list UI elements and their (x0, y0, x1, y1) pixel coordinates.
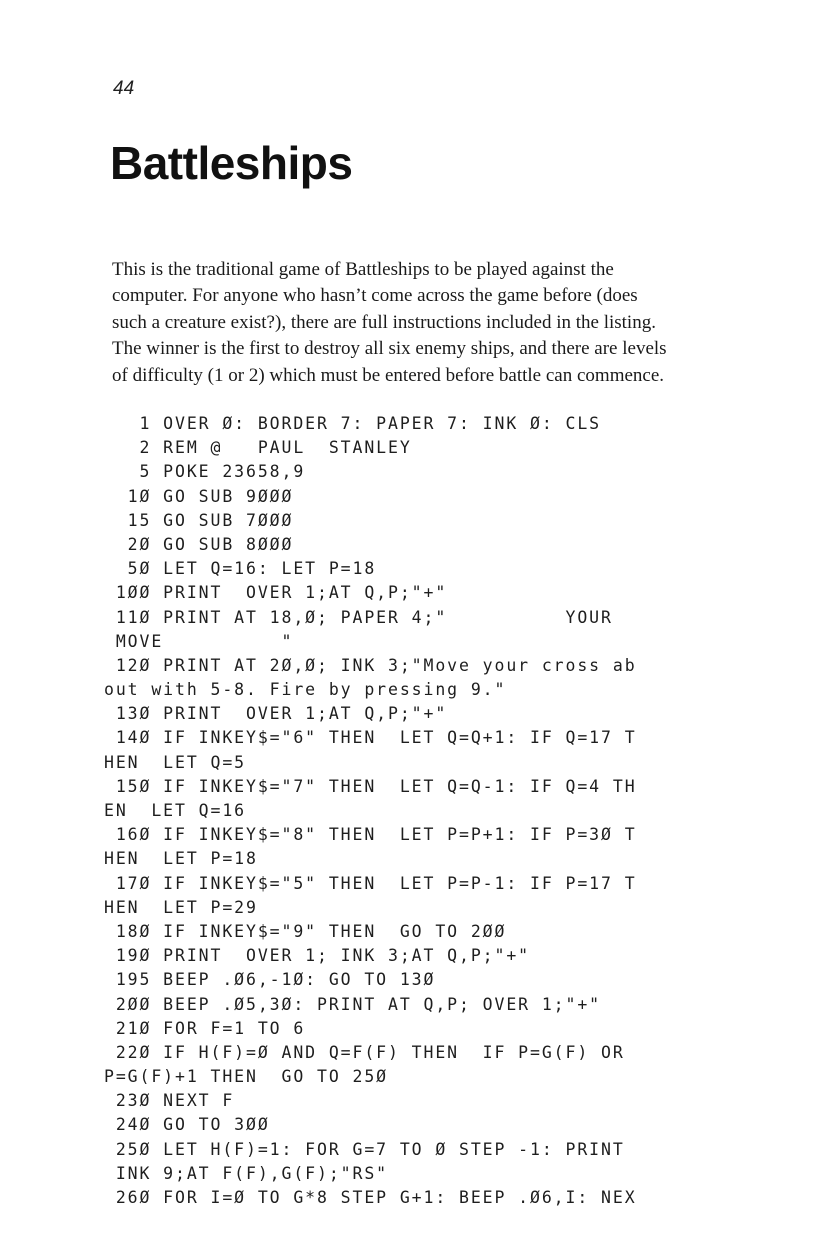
code-line: 13Ø PRINT OVER 1;AT Q,P;"+" (104, 704, 448, 724)
code-line: 24Ø GO TO 3ØØ (104, 1115, 270, 1135)
code-line: 14Ø IF INKEY$="6" THEN LET Q=Q+1: IF Q=17 T (104, 728, 637, 748)
code-line: 18Ø IF INKEY$="9" THEN GO TO 2ØØ (104, 921, 507, 941)
code-line: 1 OVER Ø: BORDER 7: PAPER 7: INK Ø: CLS (104, 414, 602, 433)
code-line: 195 BEEP .Ø6,-1Ø: GO TO 13Ø (104, 970, 436, 990)
code-line: 2Ø GO SUB 8ØØØ (104, 534, 294, 554)
page-number: 44 (113, 78, 135, 99)
code-line: 17Ø IF INKEY$="5" THEN LET P=P-1: IF P=17 T (104, 873, 637, 893)
code-line: HEN LET Q=5 (104, 752, 247, 772)
code-line: 5 POKE 23658,9 (104, 462, 306, 482)
code-line: EN LET Q=16 (104, 801, 247, 820)
code-line: 2ØØ BEEP .Ø5,3Ø: PRINT AT Q,P; OVER 1;"+" (104, 994, 602, 1014)
code-line: 26Ø FOR I=Ø TO G*8 STEP G+1: BEEP .Ø6,I: NEX (104, 1188, 637, 1207)
code-line: HEN LET P=18 (104, 849, 258, 869)
intro-line: This is the traditional game of Battleships to be played against the (112, 259, 614, 280)
code-line: 21Ø FOR F=1 TO 6 (104, 1018, 306, 1038)
code-line: 2 REM @ PAUL STANLEY (104, 438, 412, 458)
intro-line: The winner is the first to destroy all six enemy ships, and there are levels (112, 338, 667, 360)
code-line: 5Ø LET Q=16: LET P=18 (104, 559, 377, 579)
code-line: out with 5-8. Fire by pressing 9." (104, 680, 507, 700)
intro-paragraph (112, 257, 712, 389)
intro-line: of difficulty (1 or 2) which must be entered before battle can commence. (112, 364, 665, 386)
code-line: 15Ø IF INKEY$="7" THEN LET Q=Q-1: IF Q=4 TH (104, 776, 637, 796)
code-line: 12Ø PRINT AT 2Ø,Ø; INK 3;"Move your cross ab (104, 655, 637, 675)
code-line: 15 GO SUB 7ØØØ (104, 510, 294, 530)
code-line: 16Ø IF INKEY$="8" THEN LET P=P+1: IF P=3Ø T (104, 825, 637, 845)
code-line: INK 9;AT F(F),G(F);"RS" (104, 1163, 389, 1183)
code-line: 1ØØ PRINT OVER 1;AT Q,P;"+" (104, 583, 448, 603)
intro-line: computer. For anyone who hasn’t come across the game before (does (112, 285, 638, 307)
code-line: P=G(F)+1 THEN GO TO 25Ø (104, 1067, 389, 1087)
code-line: 1Ø GO SUB 9ØØØ (104, 486, 294, 506)
code-line: 11Ø PRINT AT 18,Ø; PAPER 4;" YOUR (104, 607, 613, 627)
code-line: MOVE " (104, 631, 294, 651)
code-line: HEN LET P=29 (104, 897, 258, 917)
intro-line: such a creature exist?), there are full instructions included in the listing. (112, 311, 656, 333)
code-line: 22Ø IF H(F)=Ø AND Q=F(F) THEN IF P=G(F) OR (104, 1042, 625, 1062)
program-listing (104, 412, 724, 1210)
page-title: Battleships (110, 137, 353, 189)
code-line: 23Ø NEXT F (104, 1091, 235, 1111)
code-line: 19Ø PRINT OVER 1; INK 3;AT Q,P;"+" (104, 946, 531, 966)
code-line: 25Ø LET H(F)=1: FOR G=7 TO Ø STEP -1: PRINT (104, 1139, 625, 1159)
